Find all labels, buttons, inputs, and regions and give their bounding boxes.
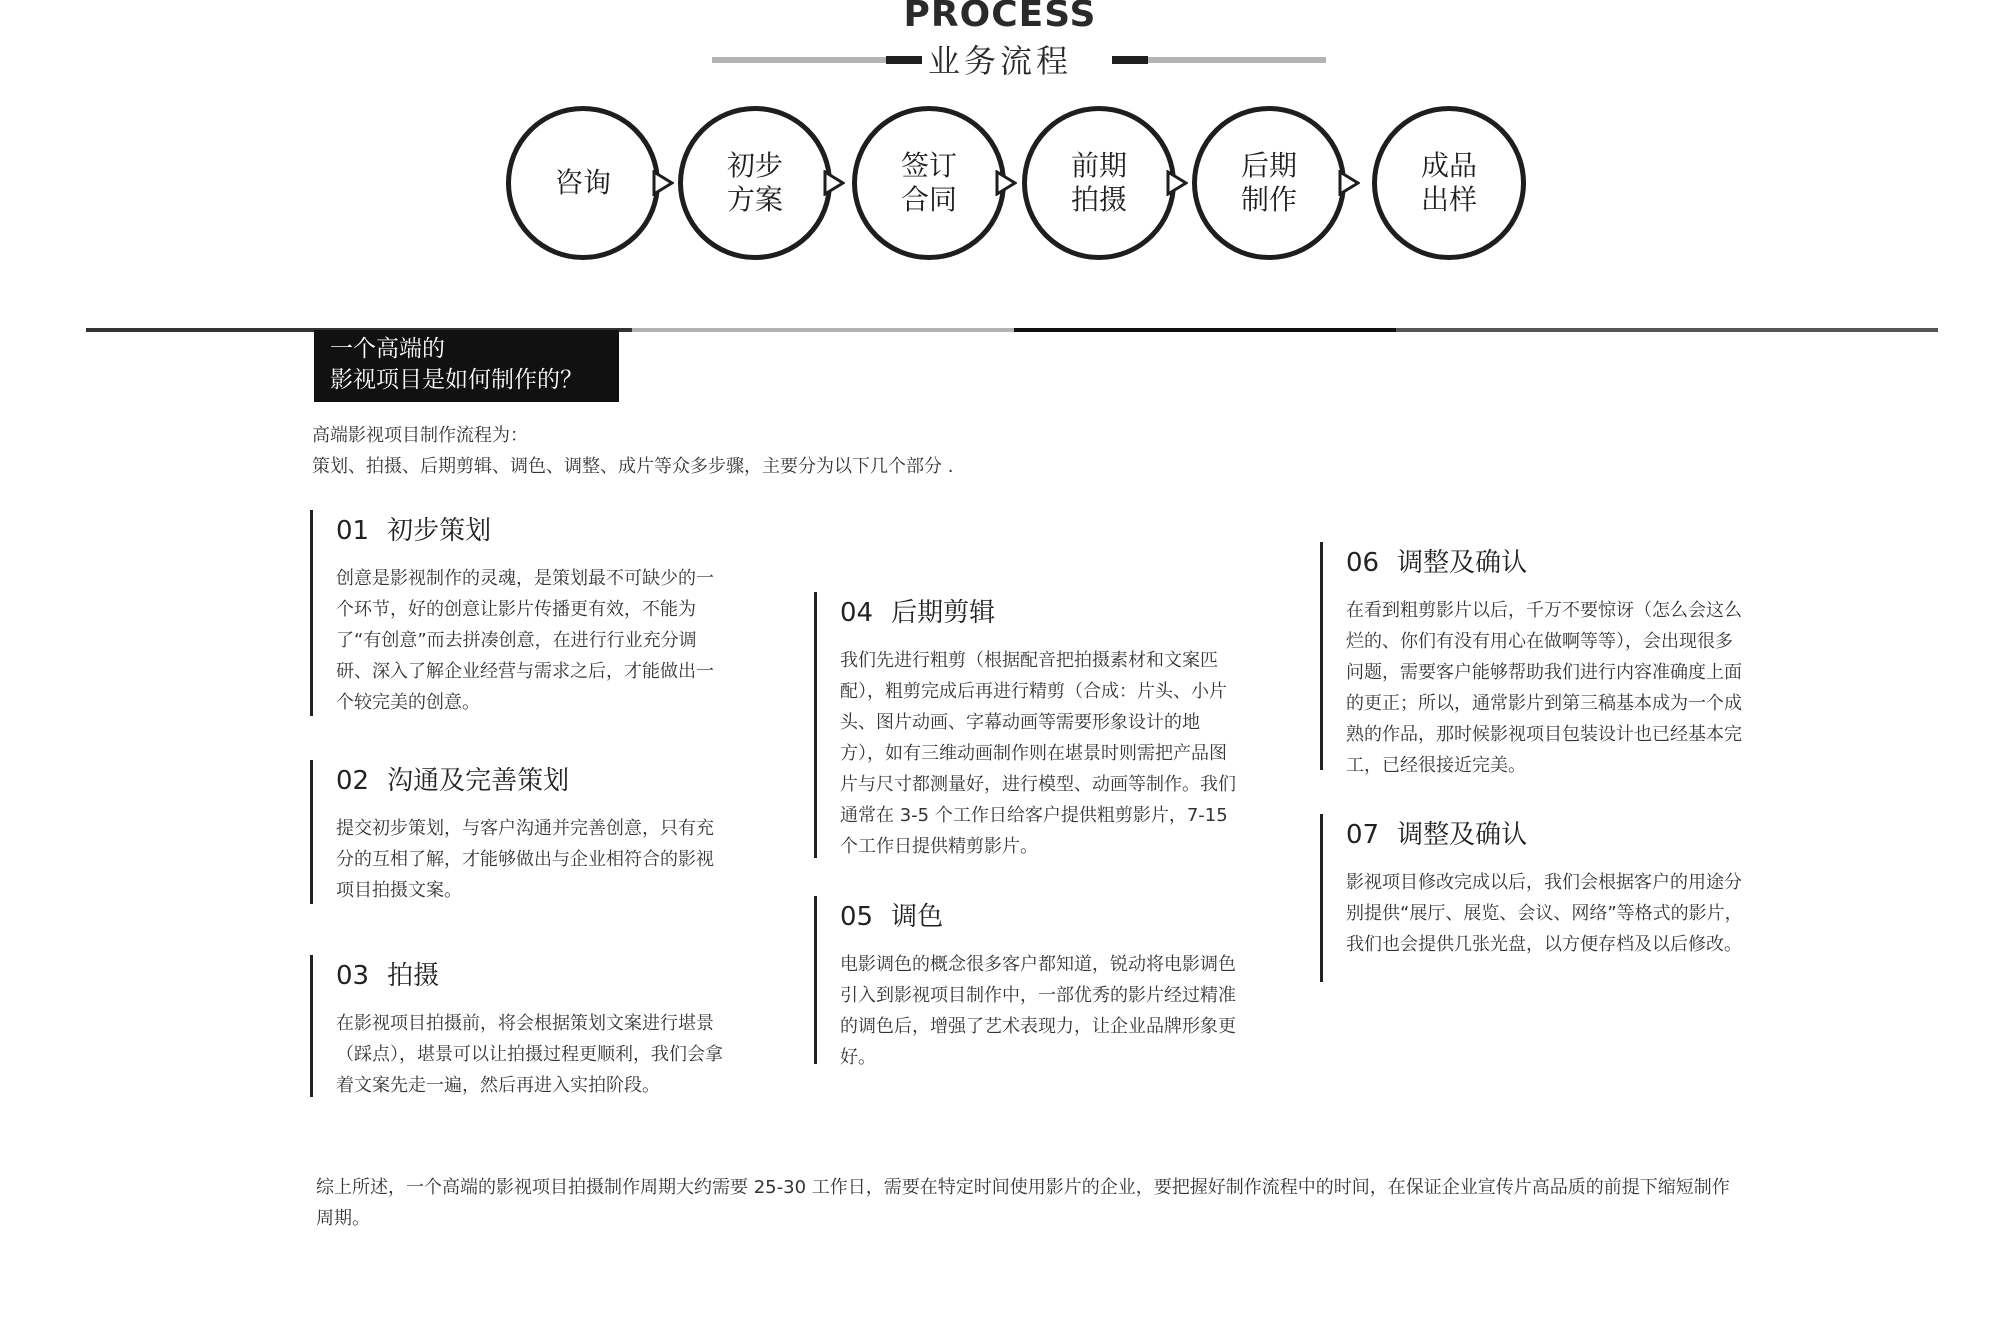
title-rule-left-gray: [712, 57, 886, 63]
step-sign-contract: 签订 合同: [852, 106, 1006, 260]
question-box: [314, 330, 619, 402]
section-body: 提交初步策划，与客户沟通并完善创意，只有充分的互相了解，才能够做出与企业相符合的影视项目拍摄文案。: [336, 818, 714, 901]
section-number: 06: [1346, 548, 1380, 578]
question-line-2: 影视项目是如何制作的？: [330, 367, 583, 393]
question-line-1: 一个高端的: [330, 336, 445, 362]
divider-segment-mid: [1396, 328, 1938, 332]
section-01: [310, 510, 730, 716]
section-number: 05: [840, 902, 874, 932]
section-title: 沟通及完善策划: [387, 766, 570, 796]
section-title: 后期剪辑: [891, 598, 996, 628]
section-04: [814, 592, 1242, 858]
step-preliminary-plan: 初步 方案: [678, 106, 832, 260]
arrow-right-icon: [995, 170, 1017, 196]
arrow-right-icon: [1338, 170, 1360, 196]
section-body: 在看到粗剪影片以后，千万不要惊讶（怎么会这么烂的、你们有没有用心在做啊等等），会出现很多问题，需要客户能够帮助我们进行内容准确度上面的更正；所以，通常影片到第三稿基本成为一个成熟的作品，那时候影视项目包装设计也已经基本完工，已经很接近完美。: [1346, 600, 1742, 776]
intro-line-2: 策划、拍摄、后期剪辑、调色、调整、成片等众多步骤，主要分为以下几个部分 .: [312, 456, 954, 477]
divider-segment-black: [1014, 328, 1396, 332]
section-06: [1320, 542, 1748, 776]
section-body: 创意是影视制作的灵魂，是策划最不可缺少的一个环节，好的创意让影片传播更有效，不能为了“有创意”而去拼凑创意，在进行行业充分调研、深入了解企业经营与需求之后，才能做出一个较完美的创意。: [336, 568, 714, 713]
page-title: PROCESS: [903, 0, 1097, 35]
section-05: [814, 896, 1242, 1068]
section-number: 03: [336, 961, 370, 991]
arrow-right-icon: [823, 170, 845, 196]
section-title: 调整及确认: [1397, 820, 1528, 850]
step-consult: 咨询: [506, 106, 660, 260]
title-rule-left-dark: [886, 56, 922, 64]
section-body: 我们先进行粗剪（根据配音把拍摄素材和文案匹配），粗剪完成后再进行精剪（合成：片头、小片头、图片动画、字幕动画等需要形象设计的地方），如有三维动画制作则在堪景时则需把产品图片与尺寸都测量好，进行模型、动画等制作。我们通常在 3-5 个工作日给客户提供粗剪影片，7-15 个工作日提供精剪影片。: [840, 650, 1236, 857]
step-final-sample: 成品 出样: [1372, 106, 1526, 260]
step-post-production: 后期 制作: [1192, 106, 1346, 260]
section-body: 在影视项目拍摄前，将会根据策划文案进行堪景（踩点），堪景可以让拍摄过程更顺利，我们会拿着文案先走一遍，然后再进入实拍阶段。: [336, 1013, 723, 1096]
section-07: [1320, 814, 1748, 982]
section-number: 02: [336, 766, 370, 796]
arrow-right-icon: [1166, 170, 1188, 196]
section-number: 07: [1346, 820, 1380, 850]
section-title: 调色: [891, 902, 944, 932]
section-number: 04: [840, 598, 874, 628]
section-body: 影视项目修改完成以后，我们会根据客户的用途分别提供“展厅、展览、会议、网络”等格式的影片，我们也会提供几张光盘，以方便存档及以后修改。: [1346, 872, 1743, 955]
title-rule-right-dark: [1112, 56, 1148, 64]
arrow-right-icon: [652, 170, 674, 196]
intro-line-1: 高端影视项目制作流程为：: [312, 425, 528, 446]
step-pre-shoot: 前期 拍摄: [1022, 106, 1176, 260]
summary-text: 综上所述，一个高端的影视项目拍摄制作周期大约需要 25-30 工作日，需要在特定时间使用影片的企业，要把握好制作流程中的时间，在保证企业宣传片高品质的前提下缩短制作周期。: [316, 1177, 1730, 1229]
section-title: 初步策划: [387, 516, 492, 546]
section-title: 拍摄: [387, 961, 440, 991]
divider-segment-gray: [632, 328, 1014, 332]
section-body: 电影调色的概念很多客户都知道，锐动将电影调色引入到影视项目制作中，一部优秀的影片经过精准的调色后，增强了艺术表现力，让企业品牌形象更好。: [840, 954, 1236, 1068]
section-02: [310, 760, 730, 904]
section-title: 调整及确认: [1397, 548, 1528, 578]
section-03: [310, 955, 738, 1097]
title-rule-right-gray: [1148, 57, 1326, 63]
section-number: 01: [336, 516, 370, 546]
page-subtitle: 业务流程: [927, 42, 1072, 80]
